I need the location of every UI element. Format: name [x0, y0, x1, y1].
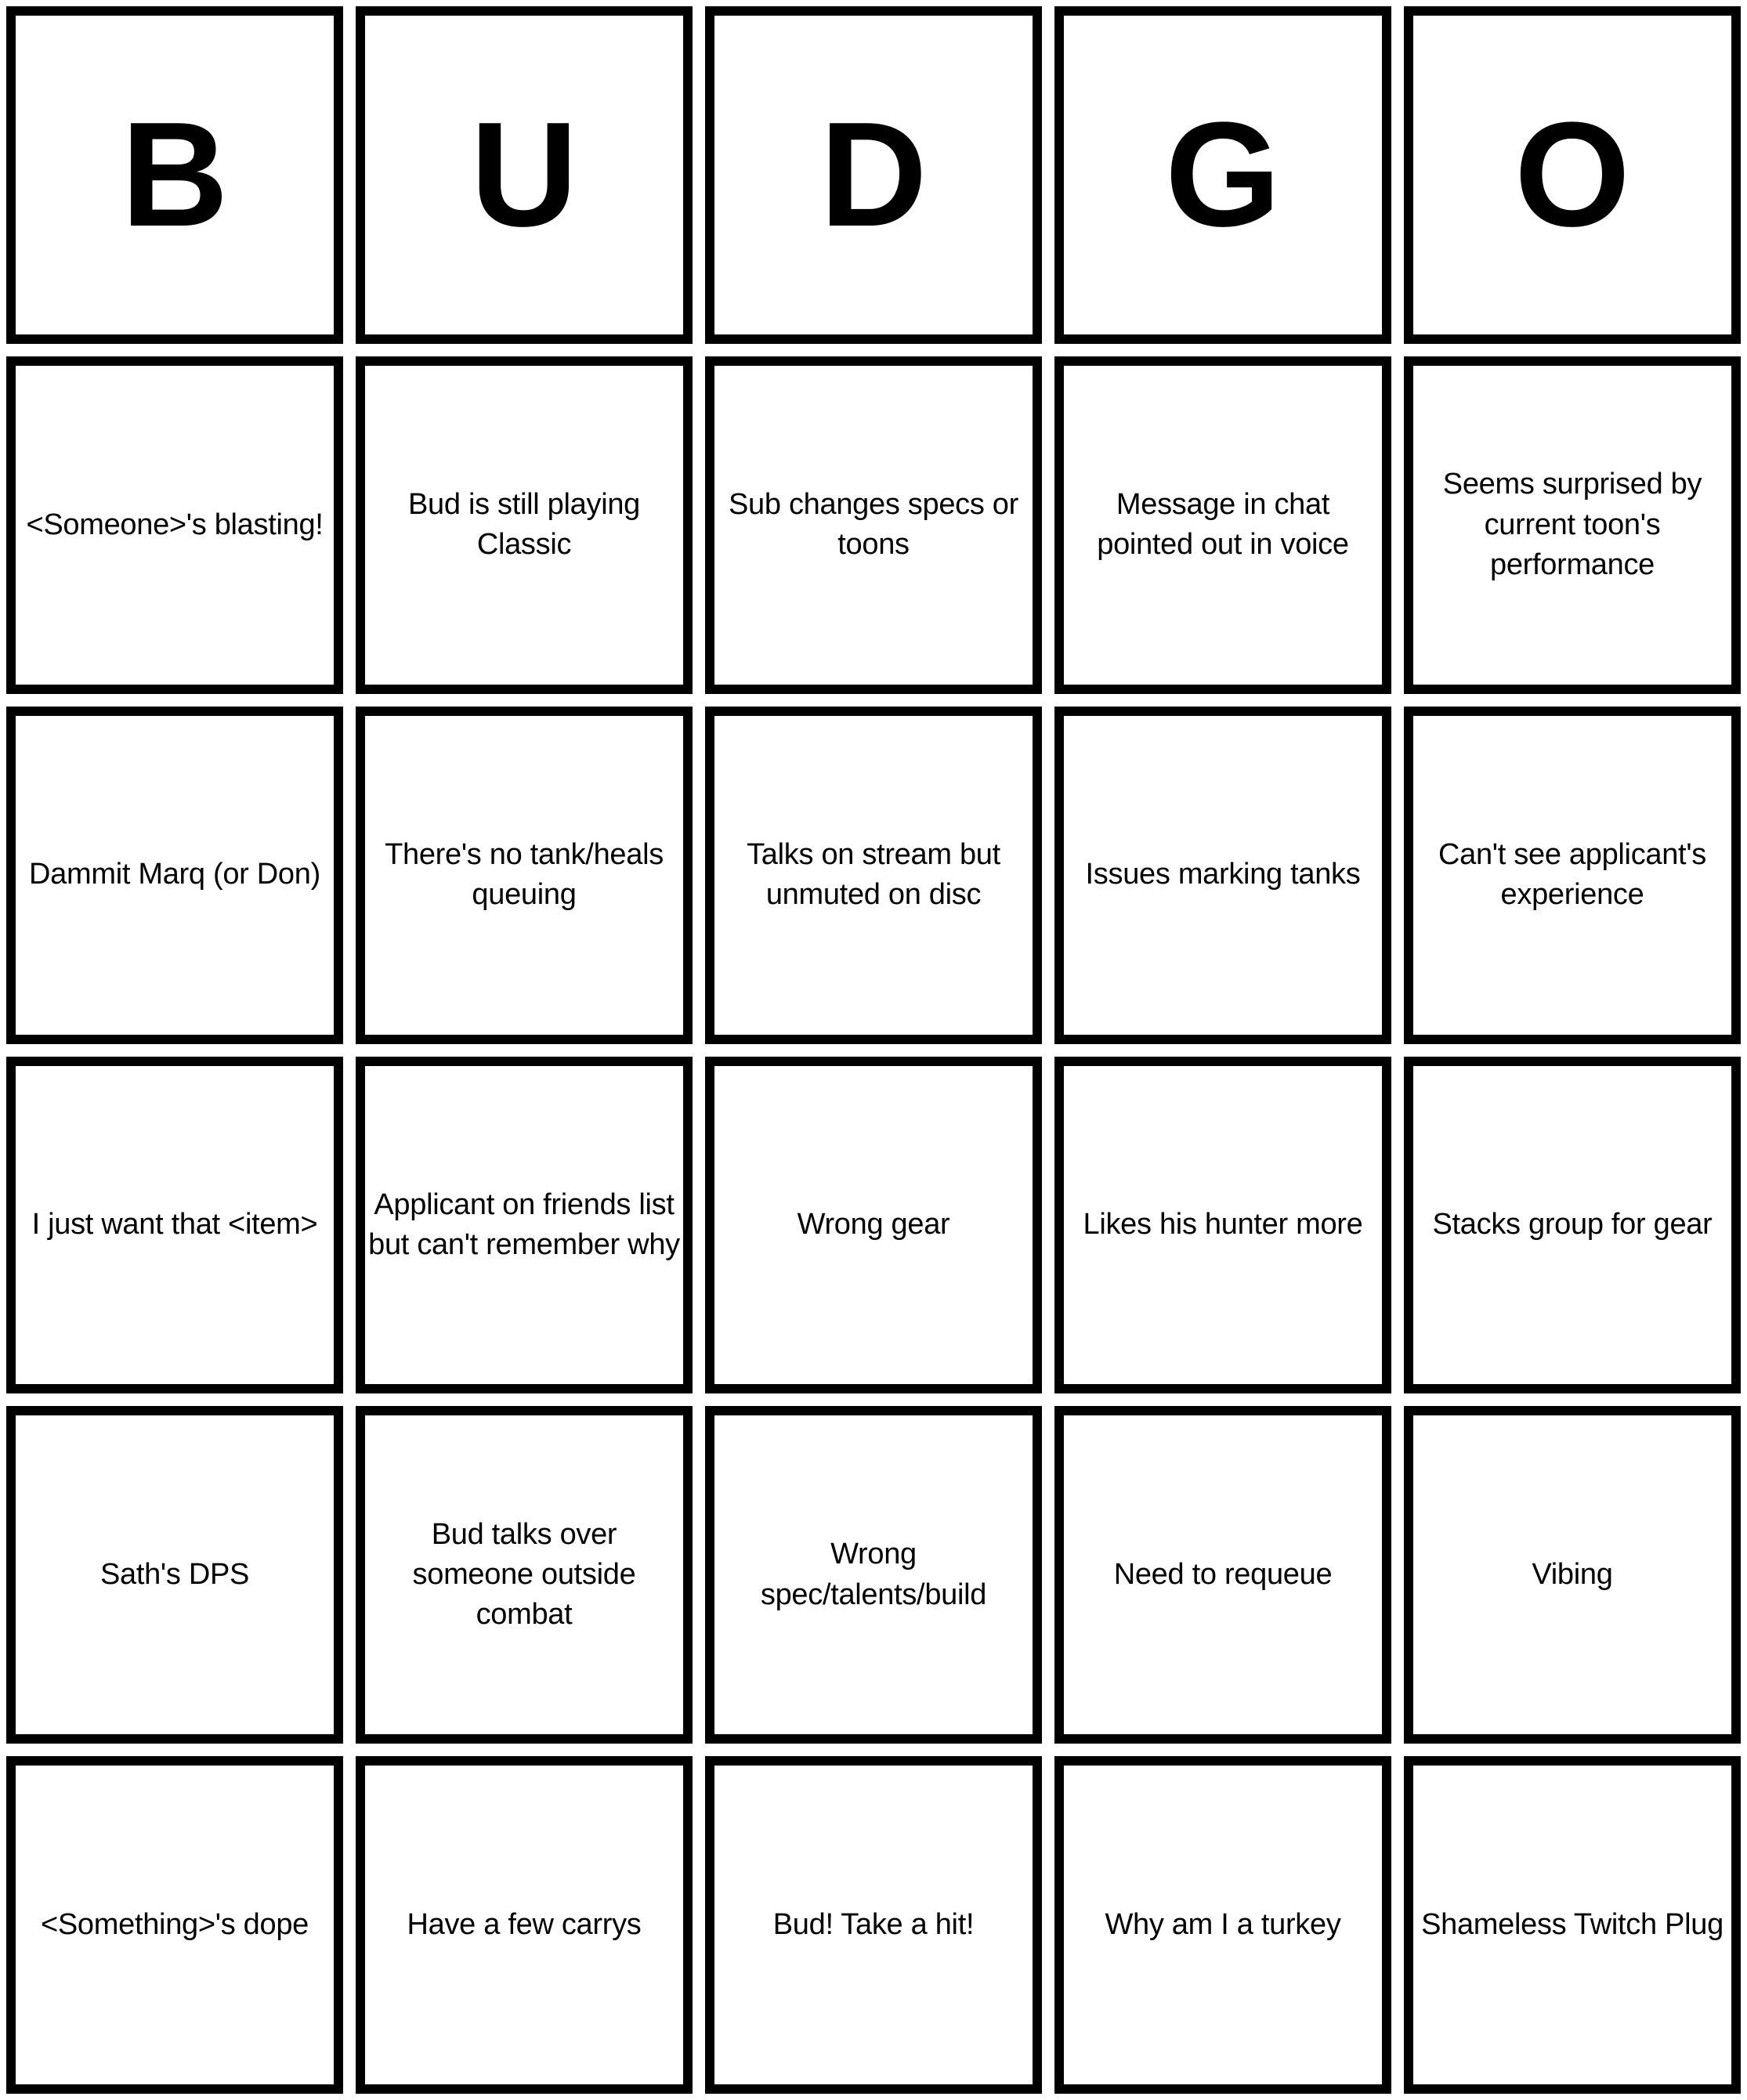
header-letter: O: [1514, 92, 1630, 258]
bingo-cell-r4c2[interactable]: [356, 1406, 693, 1744]
header-cell-d: [705, 6, 1042, 344]
bingo-cell-r5c2[interactable]: [356, 1756, 693, 2094]
bingo-cell-r3c5[interactable]: [1404, 1057, 1741, 1394]
bingo-cell-r4c4[interactable]: [1054, 1406, 1391, 1744]
bingo-cell-r1c3[interactable]: [705, 356, 1042, 694]
bingo-cell-text: Need to requeue: [1113, 1558, 1333, 1592]
bingo-cell-r2c4[interactable]: [1054, 707, 1391, 1044]
bingo-cell-r1c4[interactable]: [1054, 356, 1391, 694]
bingo-cell-text: Vibing: [1532, 1558, 1613, 1592]
bingo-cell-r2c2[interactable]: [356, 707, 693, 1044]
bingo-cell-r4c3[interactable]: [705, 1406, 1042, 1744]
header-cell-g: [1054, 6, 1391, 344]
bingo-cell-text: There's no tank/heals queuing: [385, 837, 664, 912]
bingo-cell-r3c2[interactable]: [356, 1057, 693, 1394]
bingo-cell-r3c4[interactable]: [1054, 1057, 1391, 1394]
bingo-cell-text: Seems surprised by current toon's performance: [1442, 468, 1702, 581]
bingo-cell-text: Why am I a turkey: [1105, 1907, 1341, 1941]
bingo-cell-text: Sub changes specs or toons: [728, 487, 1018, 562]
bingo-cell-text: Bud! Take a hit!: [772, 1907, 975, 1941]
bingo-cell-text: Wrong spec/talents/build: [760, 1538, 987, 1611]
bingo-cell-text: <Something>'s dope: [41, 1907, 309, 1941]
header-letter: G: [1165, 92, 1281, 258]
bingo-cell-r1c1[interactable]: [6, 356, 343, 694]
bingo-cell-text: I just want that <item>: [31, 1208, 318, 1242]
bingo-cell-text: Shameless Twitch Plug: [1421, 1907, 1723, 1941]
bingo-cell-r5c5[interactable]: [1404, 1756, 1741, 2094]
bingo-cell-text: Bud talks over someone outside combat: [412, 1517, 636, 1632]
bingo-cell-r4c5[interactable]: [1404, 1406, 1741, 1744]
bingo-cell-r3c1[interactable]: [6, 1057, 343, 1394]
bingo-cell-text: Dammit Marq (or Don): [29, 858, 320, 891]
bingo-cell-r5c4[interactable]: [1054, 1756, 1391, 2094]
bingo-cell-r3c3[interactable]: [705, 1057, 1042, 1394]
bingo-cell-r5c3[interactable]: [705, 1756, 1042, 2094]
header-cell-o: [1404, 6, 1741, 344]
header-letter: B: [121, 92, 229, 258]
header-cell-u: [356, 6, 693, 344]
header-letter: U: [470, 92, 578, 258]
header-letter: D: [819, 92, 928, 258]
bingo-cell-r4c1[interactable]: [6, 1406, 343, 1744]
bingo-cell-r5c1[interactable]: [6, 1756, 343, 2094]
bingo-cell-text: Talks on stream but unmuted on disc: [747, 837, 1000, 912]
bingo-cell-text: Issues marking tanks: [1085, 858, 1361, 891]
bingo-cell-text: Likes his hunter more: [1083, 1208, 1363, 1242]
header-cell-b: [6, 6, 343, 344]
bingo-cell-text: Bud is still playing Classic: [407, 487, 641, 562]
bingo-cell-r2c1[interactable]: [6, 707, 343, 1044]
bingo-cell-r1c2[interactable]: [356, 356, 693, 694]
bingo-cell-text: Wrong gear: [797, 1208, 950, 1242]
bingo-cell-text: Can't see applicant's experience: [1438, 837, 1706, 912]
bingo-cell-r1c5[interactable]: [1404, 356, 1741, 694]
bingo-cell-text: <Someone>'s blasting!: [26, 508, 324, 541]
bingo-cell-text: Have a few carrys: [407, 1907, 642, 1941]
bingo-cell-text: Sath's DPS: [99, 1558, 250, 1592]
bingo-cell-r2c3[interactable]: [705, 707, 1042, 1044]
bingo-cell-text: Applicant on friends list but can't remember why: [368, 1187, 680, 1261]
bingo-cell-text: Message in chat pointed out in voice: [1097, 487, 1349, 562]
bingo-cell-text: Stacks group for gear: [1432, 1208, 1713, 1242]
bingo-cell-r2c5[interactable]: [1404, 707, 1741, 1044]
